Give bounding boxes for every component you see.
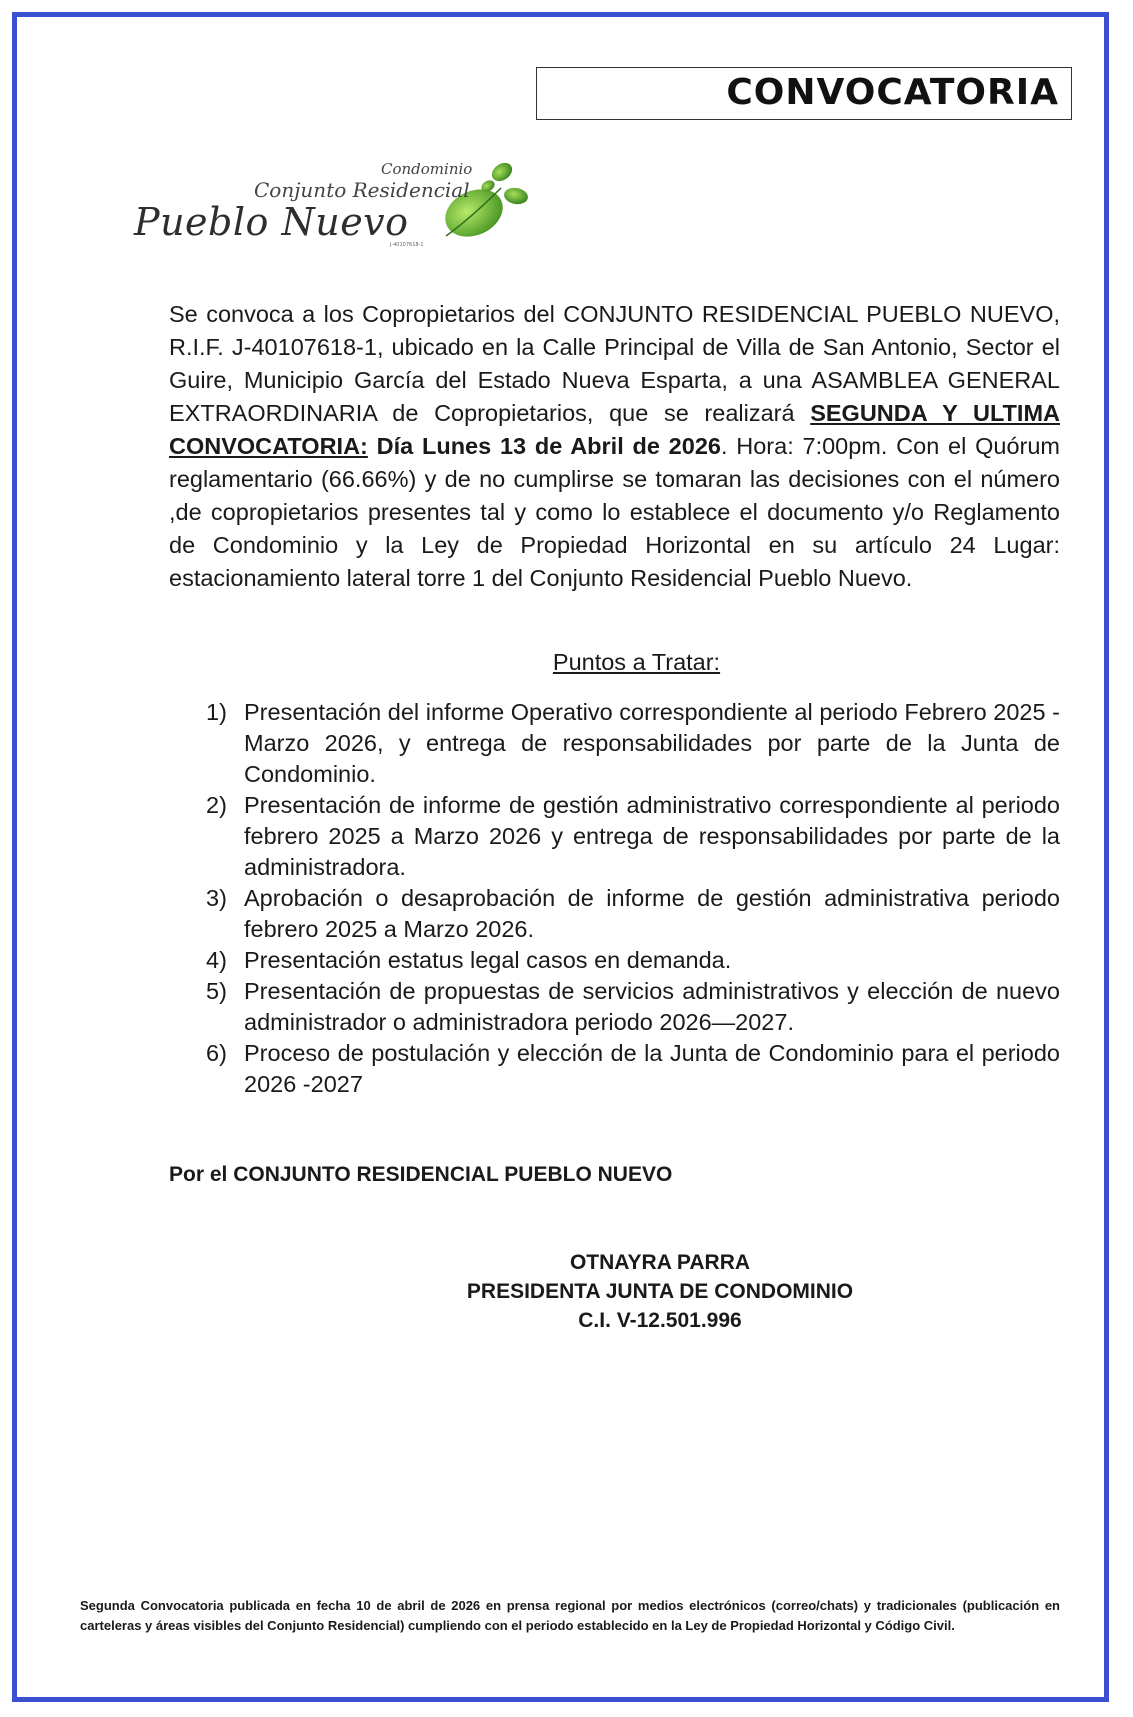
details-text: . Hora: 7:00pm. Con el Quórum reglamentario (66.66%) y de no cumplirse se tomaran las decisiones con el número ,de copropietarios presentes tal y como lo establece el documento y/o Reglamento de Condominio y la Ley de Propiedad Horizontal en su artículo 24 Lugar: estacionamiento lateral torre 1 del Conjunto Residencial Pueblo Nuevo. bbox=[169, 433, 1061, 591]
agenda-list bbox=[206, 697, 1060, 1100]
item-text: Presentación de informe de gestión administrativo correspondiente al periodo febrero 2025 a Marzo 2026 y entrega de responsabilidades por parte de la administradora. bbox=[244, 792, 1060, 880]
logo-rif: J-40107618-1 bbox=[390, 242, 424, 248]
leaf-right bbox=[503, 186, 529, 206]
logo-condominio: Condominio bbox=[381, 160, 473, 178]
convocation-paragraph bbox=[169, 298, 1060, 595]
leaf-top bbox=[488, 159, 515, 185]
item-number: 4) bbox=[206, 947, 227, 973]
meeting-date: Día Lunes 13 de Abril de 2026 bbox=[367, 433, 721, 459]
points-title: Puntos a Tratar: bbox=[552, 649, 721, 675]
logo-conjunto: Conjunto Residencial bbox=[254, 178, 470, 202]
item-number: 2) bbox=[206, 792, 227, 818]
signer-name: OTNAYRA PARRA bbox=[569, 1251, 751, 1274]
convocatoria-type: SEGUNDA Y ULTIMA CONVOCATORIA: bbox=[169, 400, 1060, 459]
item-number: 3) bbox=[206, 885, 227, 911]
list-item bbox=[206, 697, 1060, 790]
condominium-logo bbox=[134, 150, 534, 255]
on-behalf-line: Por el CONJUNTO RESIDENCIAL PUEBLO NUEVO bbox=[169, 1163, 673, 1186]
signature-block bbox=[360, 1248, 960, 1335]
document-title: CONVOCATORIA bbox=[726, 72, 1059, 113]
signer-id: C.I. V-12.501.996 bbox=[578, 1309, 742, 1332]
list-item bbox=[206, 883, 1060, 945]
list-item bbox=[206, 1038, 1060, 1100]
item-text: Presentación de propuestas de servicios administrativos y elección de nuevo administrador o administradora periodo 2026—2027. bbox=[244, 978, 1060, 1035]
item-number: 1) bbox=[206, 699, 227, 725]
item-number: 5) bbox=[206, 978, 227, 1004]
title-box bbox=[536, 67, 1072, 120]
signer-role: PRESIDENTA JUNTA DE CONDOMINIO bbox=[466, 1280, 854, 1303]
list-item bbox=[206, 976, 1060, 1038]
item-text: Aprobación o desaprobación de informe de gestión administrativa periodo febrero 2025 a Marzo 2026. bbox=[244, 885, 1060, 942]
list-item bbox=[206, 790, 1060, 883]
item-number: 6) bbox=[206, 1040, 227, 1066]
item-text: Proceso de postulación y elección de la Junta de Condominio para el periodo 2026 -2027 bbox=[244, 1040, 1060, 1097]
item-text: Presentación del informe Operativo correspondiente al periodo Febrero 2025 - Marzo 2026, y entrega de responsabilidades por parte de la Junta de Condominio. bbox=[244, 699, 1060, 787]
intro-text: Se convoca a los Copropietarios del CONJUNTO RESIDENCIAL PUEBLO NUEVO, R.I.F. J-40107618-1, ubicado en la Calle Principal de Villa de San Antonio, Sector el Guire, Municipio García del Estado Nueva Esparta, a una ASAMBLEA GENERAL EXTRAORDINARIA de Copropietarios, que se realizará bbox=[169, 301, 1060, 426]
list-item bbox=[206, 945, 1060, 976]
footnote: Segunda Convocatoria publicada en fecha 10 de abril de 2026 en prensa regional por medios electrónicos (correo/chats) y tradicionales (publicación en carteleras y áreas visibles del Conjunto Residencial) cumpliendo con el periodo establecido en la Ley de Propiedad Horizontal y Código Civil. bbox=[80, 1598, 1060, 1633]
item-text: Presentación estatus legal casos en demanda. bbox=[244, 947, 732, 973]
logo-pueblo-nuevo: Pueblo Nuevo bbox=[134, 200, 409, 244]
